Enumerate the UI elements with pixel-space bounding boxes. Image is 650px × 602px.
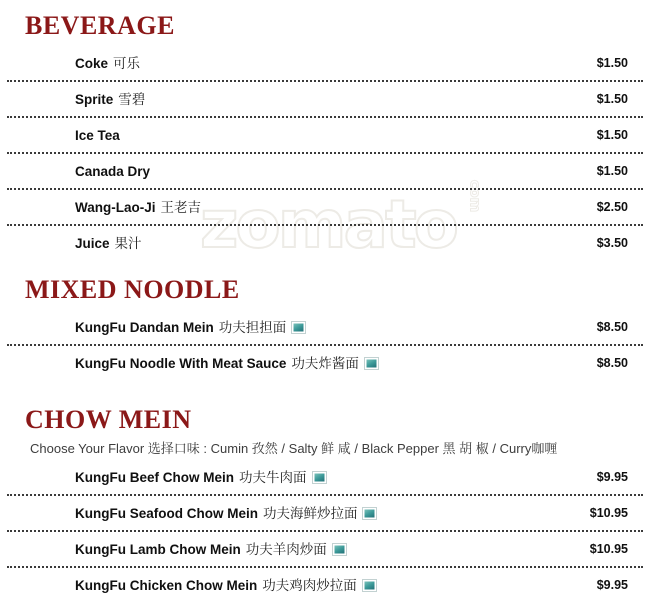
item-name-group [75, 320, 306, 335]
item-name-group [75, 578, 377, 593]
menu-section [0, 406, 650, 602]
item-price: $1.50 [596, 92, 628, 106]
menu-item-row [0, 310, 650, 344]
item-name-chinese: 王老吉 [160, 200, 201, 215]
item-price: $1.50 [596, 56, 628, 70]
item-name: KungFu Beef Chow Mein [75, 470, 234, 485]
flavor-note: Choose Your Flavor 选择口味 : Cumin 孜然 / Salty 鲜 咸 / Black Pepper 黑 胡 椒 / Curry咖喱 [30, 441, 558, 456]
section-title: MIXED NOODLE [25, 275, 240, 304]
photo-icon [312, 471, 327, 484]
photo-icon [364, 357, 379, 370]
menu-item-row [0, 226, 650, 260]
photo-icon [362, 579, 377, 592]
item-price: $9.95 [596, 470, 628, 484]
item-price: $2.50 [596, 200, 628, 214]
zomato-watermark-text: zomato [200, 186, 456, 263]
item-name-chinese: 果汁 [114, 236, 142, 251]
item-name-group [75, 56, 140, 71]
item-price: $1.50 [596, 128, 628, 142]
menu-item-row [0, 496, 650, 530]
menu-item-row [0, 46, 650, 80]
photo-icon [362, 507, 377, 520]
item-name-group [75, 236, 142, 251]
item-name-group [75, 164, 150, 179]
item-price: $10.95 [589, 542, 628, 556]
item-name-chinese: 雪碧 [118, 92, 146, 107]
item-name: Sprite [75, 92, 114, 107]
item-name-chinese: 功夫海鲜炒拉面 [262, 506, 358, 521]
menu-item-row [0, 118, 650, 152]
item-name-chinese: 功夫鸡肉炒拉面 [262, 578, 357, 593]
item-name: Juice [75, 236, 110, 251]
item-price: $3.50 [596, 236, 628, 250]
item-name-group [75, 128, 120, 143]
item-name: Canada Dry [75, 164, 151, 179]
menu-item-row [0, 532, 650, 566]
item-list [0, 46, 650, 260]
item-name-chinese: 功夫担担面 [218, 320, 287, 335]
item-name-chinese: 功夫羊肉炒面 [245, 542, 327, 557]
photo-icon [291, 321, 306, 334]
item-name: KungFu Chicken Chow Mein [75, 578, 258, 593]
item-name-group [75, 470, 327, 485]
menu-item-row [0, 568, 650, 602]
item-name-chinese: 功夫牛肉面 [239, 470, 307, 485]
item-name-group [75, 92, 145, 107]
item-list [0, 460, 650, 602]
item-name-chinese: 功夫炸酱面 [291, 356, 359, 371]
item-name-group [75, 356, 379, 371]
item-name-chinese: 可乐 [113, 56, 141, 71]
item-price: $10.95 [589, 506, 628, 520]
item-name: KungFu Seafood Chow Mein [75, 506, 258, 521]
item-price: $8.50 [596, 356, 628, 370]
item-name: KungFu Noodle With Meat Sauce [75, 356, 287, 371]
item-price: $9.95 [596, 578, 628, 592]
item-list [0, 310, 650, 380]
menu-item-row [0, 190, 650, 224]
item-name-group [75, 200, 201, 215]
section-title: BEVERAGE [25, 11, 175, 40]
photo-icon [332, 543, 347, 556]
item-name: Wang-Lao-Ji [75, 200, 156, 215]
menu-item-row [0, 82, 650, 116]
item-price: $8.50 [596, 320, 628, 334]
menu-item-row [0, 154, 650, 188]
item-name: Ice Tea [75, 128, 120, 143]
menu-section [0, 12, 650, 260]
menu-section [0, 276, 650, 380]
menu-item-row [0, 346, 650, 380]
menu-item-row [0, 460, 650, 494]
item-name: KungFu Lamb Chow Mein [75, 542, 241, 557]
zomato-watermark-suffix: com [466, 179, 483, 213]
section-title: CHOW MEIN [25, 405, 192, 434]
item-price: $1.50 [596, 164, 628, 178]
item-name-group [75, 506, 377, 521]
item-name: Coke [75, 56, 109, 71]
item-name-group [75, 542, 347, 557]
item-name: KungFu Dandan Mein [75, 320, 214, 335]
